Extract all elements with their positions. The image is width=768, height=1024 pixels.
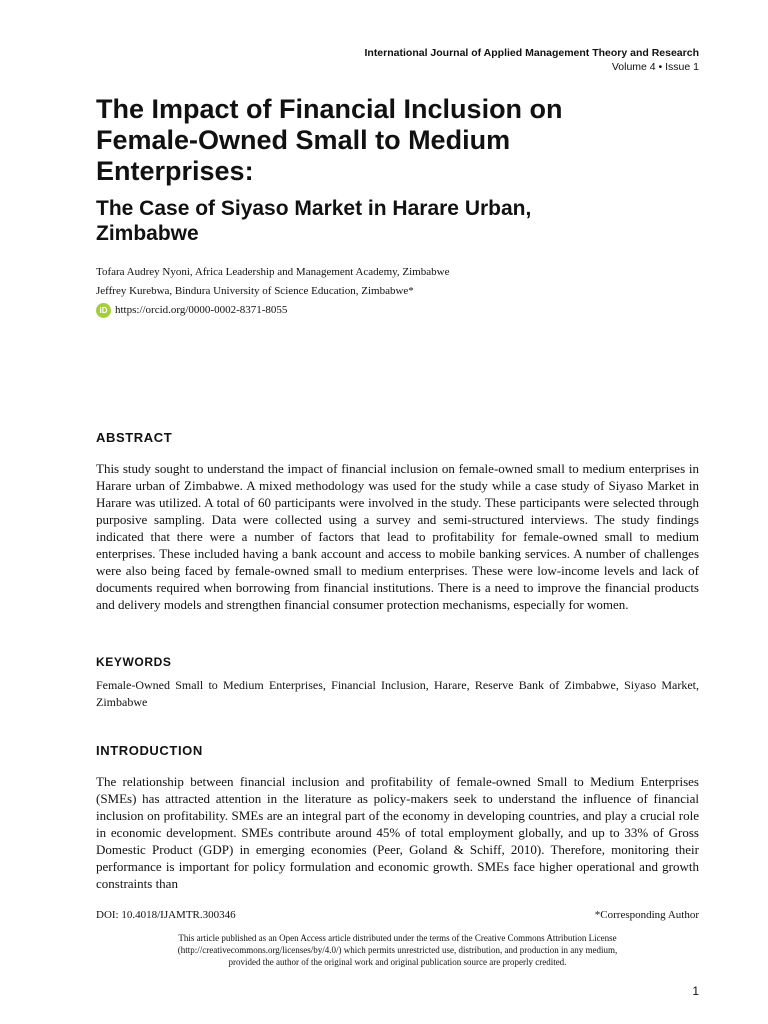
keywords-text: Female-Owned Small to Medium Enterprises, Financial Inclusion, Harare, Reserve Bank of Zimbabwe, Siyaso Market, Zimbabwe xyxy=(96,678,699,709)
journal-header xyxy=(364,46,699,74)
corresponding-author-note: *Corresponding Author xyxy=(594,909,699,921)
author-line-1: Tofara Audrey Nyoni, Africa Leadership and Management Academy, Zimbabwe xyxy=(96,266,450,278)
introduction-heading: INTRODUCTION xyxy=(96,743,203,758)
footer-row xyxy=(96,909,699,921)
license-line-2: (http://creativecommons.org/licenses/by/4.0/) which permits unrestricted use, distribution, and production in any medium, xyxy=(177,945,618,955)
license-line-3: provided the author of the original work and original publication source are properly credited. xyxy=(228,957,567,967)
orcid-row xyxy=(96,301,449,320)
author-line-2: Jeffrey Kurebwa, Bindura University of Science Education, Zimbabwe* xyxy=(96,285,414,297)
author-block xyxy=(96,263,449,320)
abstract-text: This study sought to understand the impact of financial inclusion on female-owned small to medium enterprises in Harare urban of Zimbabwe. A mixed methodology was used for the study while a case study of Siyaso Market in Harare was utilized. A total of 60 participants were involved in the study. These participants were selected through purposive sampling. Data were collected using a survey and semi-structured interviews. The study findings indicated that there were a number of factors that lead to profitability for female-owned small to medium enterprises. These included having a bank account and access to mobile banking services. A number of challenges were also being faced by female-owned small to medium enterprises. These were low-income levels and lack of documents required when borrowing from financial institutions. There is a need to improve the financial products and delivery models and strengthen financial consumer protection mechanisms, especially for women. xyxy=(96,461,699,612)
journal-name: International Journal of Applied Management Theory and Research xyxy=(364,47,699,59)
introduction-text: The relationship between financial inclusion and profitability of female-owned Small to Medium Enterprises (SMEs) has attracted attention in the literature as policy-makers seek to understand the influence of financial inclusion on profitability. SMEs are an integral part of the economy in developing countries, and play a crucial role in economic development. SMEs contribute around 45% of total employment globally, and up to 33% of Gross Domestic Product (GDP) in emerging economies (Peer, Goland & Schiff, 2010). Therefore, monitoring their performance is important for policy formulation and economic growth. SMEs face higher operational and growth constraints than xyxy=(96,774,699,891)
orcid-icon: iD xyxy=(96,303,111,318)
doi[interactable]: DOI: 10.4018/IJAMTR.300346 xyxy=(96,909,236,921)
abstract-heading: ABSTRACT xyxy=(96,430,173,445)
license-notice xyxy=(96,932,699,968)
license-line-1: This article published as an Open Access article distributed under the terms of the Creative Commons Attribution License xyxy=(178,933,617,943)
volume-issue: Volume 4 • Issue 1 xyxy=(611,61,699,73)
article-title: The Impact of Financial Inclusion on Female-Owned Small to Medium Enterprises: xyxy=(96,94,563,186)
orcid-link[interactable]: https://orcid.org/0000-0002-8371-8055 xyxy=(115,304,288,316)
keywords-heading: KEYWORDS xyxy=(96,655,172,669)
page-number: 1 xyxy=(692,984,699,998)
article-subtitle: The Case of Siyaso Market in Harare Urban, Zimbabwe xyxy=(96,197,532,245)
